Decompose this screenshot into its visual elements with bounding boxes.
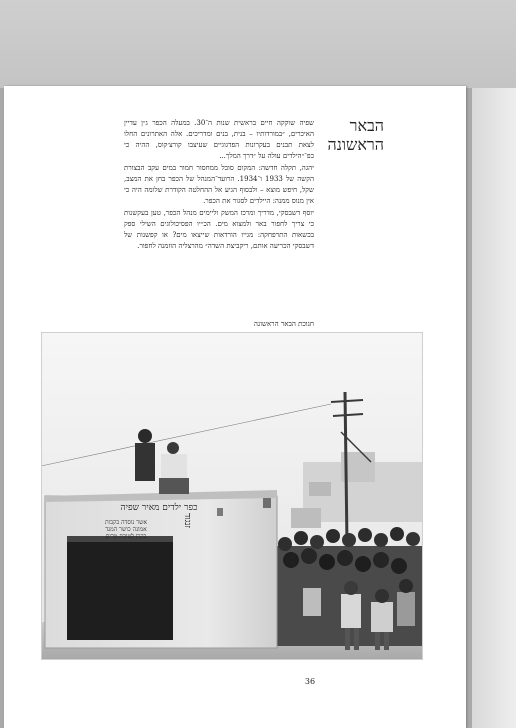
sign-side-text: זנגוד (182, 512, 192, 528)
book-page (4, 86, 466, 728)
heading-line-2: הראשונה (327, 135, 384, 154)
scan-background-right (472, 88, 516, 728)
paragraph-3: יוסף דשבסקי, מדריך ומרכז המשק וליימים מנהל הכפר, טען בעקשנות כי צריך לחפור באר ולמצוא מים. הכ״יו הפסיכולוגים השילי ספק בכשאות התרפחקה: מגייו הורדאות שייצאו מים? או קפשנות של דשבסקי הכריעה אותם, ריקביצת השדה״ מהרצליה הוזמנה לחפור. (124, 209, 314, 250)
body-text (124, 118, 314, 253)
photo-caption: חנוכת הבאר הראשונה (253, 320, 314, 328)
background-building (291, 452, 423, 528)
well-inauguration-photo (41, 332, 423, 660)
scan-background-top (0, 0, 516, 88)
heading-line-1: הבאר (349, 116, 384, 135)
well-house (45, 490, 277, 648)
sign-plaque-line-2: אמונה כושר המגד (105, 526, 147, 533)
sign-top-text: כפר ילדים מאיר שפיה (120, 503, 198, 513)
well-house-door (67, 536, 173, 640)
page-heading (320, 116, 384, 154)
paragraph-1: שפיה שוקקה חיים בראשית שנות ה־30. במעלה הכפר ג״ן עדיין האיכרים, ״במורדותיו – בנית, בנים ומדריכים. אלה האתרונים החלו לצאת תבנים בעקרונות הפדגוגיים שעיצבו קורצ׳קוס, ההיה כי כפ־״הילדים עולה על ״דרך המלך... (124, 119, 314, 160)
sign-plaque-line-1: אשר נוסדה בקבות (104, 519, 148, 526)
page-number: 36 (304, 677, 316, 686)
paragraph-2: יהגה, תקלה חדשה: המקום סובל ממחסור חמור במים עקב הבצורת הקשה של 1933 ו־1934. הרועד־המנהל של הכפר בחן את המצב, שקל, חיפש מוצא – ולבסוף הגיע אל ההחלטה הקודרת שלומה היה כי אין מנוס ממנה: היילדים לסגור את הכפר. (124, 164, 315, 205)
sign-plaque-line-3: בקרן לטובת מרים (105, 533, 147, 540)
